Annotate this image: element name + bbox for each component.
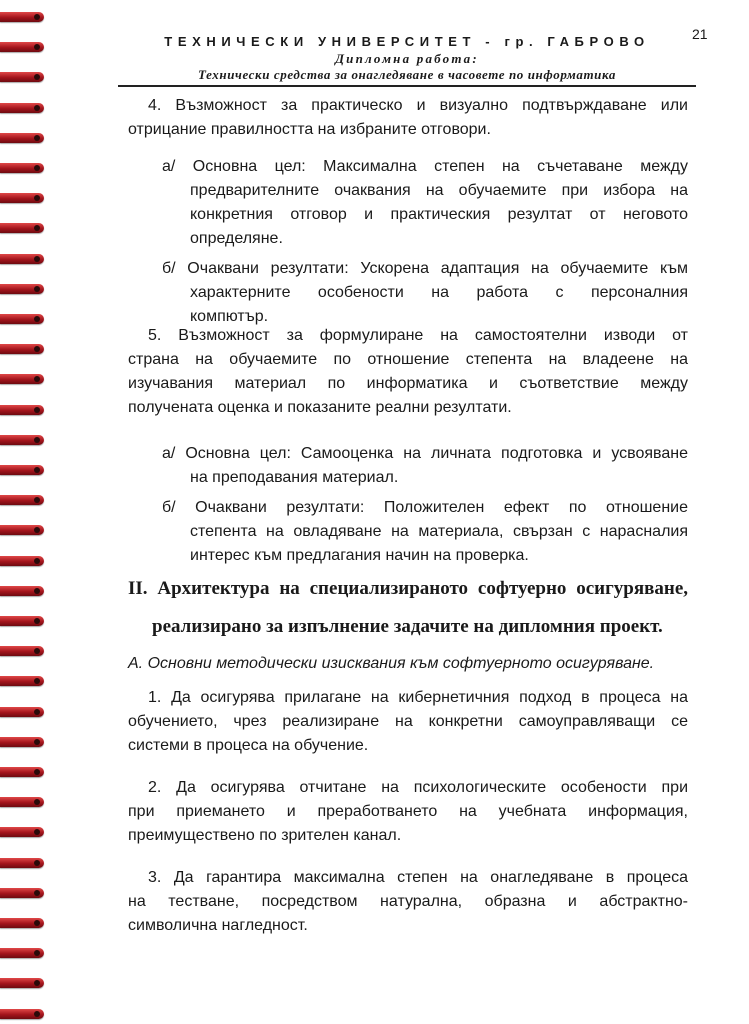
- binding-ring: [0, 282, 46, 296]
- page-number: 21: [692, 26, 708, 42]
- header-topic: Технически средства за онагледяване в часовете по информатика: [198, 67, 616, 82]
- binding-ring: [0, 584, 46, 598]
- binding-ring: [0, 221, 46, 235]
- paragraph-line: 2. Да осигурява отчитане на психологическите особености при: [148, 779, 688, 796]
- paragraph-line: преимуществено по зрителен канал.: [128, 827, 402, 844]
- binding-ring: [0, 554, 46, 568]
- section-a-heading: А. Основни методически изисквания към софтуерното осигуряване.: [128, 655, 655, 672]
- binding-ring: [0, 252, 46, 266]
- binding-ring: [0, 101, 46, 115]
- requirement-2: [128, 776, 688, 848]
- paragraph-line: предварителните очаквания на обучаемите при избора на: [190, 182, 688, 199]
- binding-ring: [0, 372, 46, 386]
- page-header: [118, 34, 696, 87]
- binding-ring: [0, 10, 46, 24]
- paragraph-line: а/ Основна цел: Максимална степен на съчетаване между: [162, 158, 688, 175]
- paragraph-line: 3. Да гарантира максимална степен на онагледяване в процеса: [148, 869, 688, 886]
- paragraph-line: страна на обучаемите по отношение степента на владеене на: [128, 351, 688, 368]
- requirement-3: [128, 866, 688, 938]
- paragraph-line: б/ Очаквани резултати: Положителен ефект по отношение: [162, 499, 688, 516]
- binding-ring: [0, 856, 46, 870]
- item-4-a: [162, 155, 688, 251]
- item-5-a: [162, 442, 688, 490]
- paragraph-line: 5. Възможност за формулиране на самостоятелни изводи от: [148, 327, 688, 344]
- binding-ring: [0, 161, 46, 175]
- binding-ring: [0, 825, 46, 839]
- binding-ring: [0, 70, 46, 84]
- binding-ring: [0, 795, 46, 809]
- binding-ring: [0, 1007, 46, 1021]
- header-divider: [118, 85, 696, 87]
- binding-ring: [0, 735, 46, 749]
- item-4: [128, 94, 688, 142]
- binding-ring: [0, 40, 46, 54]
- binding-ring: [0, 403, 46, 417]
- binding-ring: [0, 886, 46, 900]
- binding-ring: [0, 674, 46, 688]
- paragraph-line: получената оценка и показаните реални резултати.: [128, 399, 512, 416]
- paragraph-line: б/ Очаквани резултати: Ускорена адаптация на обучаемите към: [162, 260, 688, 277]
- binding-ring: [0, 644, 46, 658]
- spiral-binding: [0, 0, 50, 1024]
- binding-ring: [0, 312, 46, 326]
- binding-ring: [0, 342, 46, 356]
- binding-ring: [0, 523, 46, 537]
- paragraph-line: характерните особености на работа с персоналния: [190, 284, 688, 301]
- paragraph-line: символична нагледност.: [128, 917, 308, 934]
- binding-ring: [0, 614, 46, 628]
- item-4-b: [162, 257, 688, 329]
- paragraph-line: изучавания материал по информатика и съответствие между: [128, 375, 688, 392]
- paragraph-line: обучението, чрез реализиране на конкретни самоуправляващи се: [128, 713, 688, 730]
- paragraph-line: 1. Да осигурява прилагане на кибернетичния подход в процеса на: [148, 689, 688, 706]
- binding-ring: [0, 916, 46, 930]
- section-heading-line: реализирано за изпълнение задачите на дипломния проект.: [152, 616, 663, 637]
- paragraph-line: на тестване, посредством натурална, образна и абстрактно-: [128, 893, 688, 910]
- paragraph-line: а/ Основна цел: Самооценка на личната подготовка и усвояване: [162, 445, 688, 462]
- binding-ring: [0, 946, 46, 960]
- requirement-1: [128, 686, 688, 758]
- paragraph-line: интерес към предлагания начин на проверка.: [190, 547, 529, 564]
- binding-ring: [0, 131, 46, 145]
- section-ii-heading: [128, 570, 688, 646]
- binding-ring: [0, 976, 46, 990]
- paragraph-line: степента на овладяване на материала, свързан с нарасналия: [190, 523, 688, 540]
- paragraph-line: 4. Възможност за практическо и визуално подтвърждаване или: [148, 97, 688, 114]
- paragraph-line: конкретния отговор и практическия резултат от неговото: [190, 206, 688, 223]
- binding-ring: [0, 463, 46, 477]
- paragraph-line: компютър.: [190, 308, 269, 325]
- paragraph-line: отрицание правилността на избраните отговори.: [128, 121, 491, 138]
- paragraph-line: на преподавания материал.: [190, 469, 399, 486]
- header-subtitle: Дипломна работа:: [335, 51, 479, 66]
- paragraph-line: определяне.: [190, 230, 283, 247]
- binding-ring: [0, 765, 46, 779]
- item-5-b: [162, 496, 688, 568]
- binding-ring: [0, 433, 46, 447]
- paragraph-line: системи в процеса на обучение.: [128, 737, 369, 754]
- binding-ring: [0, 191, 46, 205]
- item-5: [128, 324, 688, 420]
- binding-ring: [0, 705, 46, 719]
- paragraph-line: при приемането и преработването на учебната информация,: [128, 803, 688, 820]
- section-heading-line: II. Архитектура на специализираното софтуерно осигуряване,: [128, 578, 688, 599]
- binding-ring: [0, 493, 46, 507]
- header-university: ТЕХНИЧЕСКИ УНИВЕРСИТЕТ - гр. ГАБРОВО: [164, 34, 650, 49]
